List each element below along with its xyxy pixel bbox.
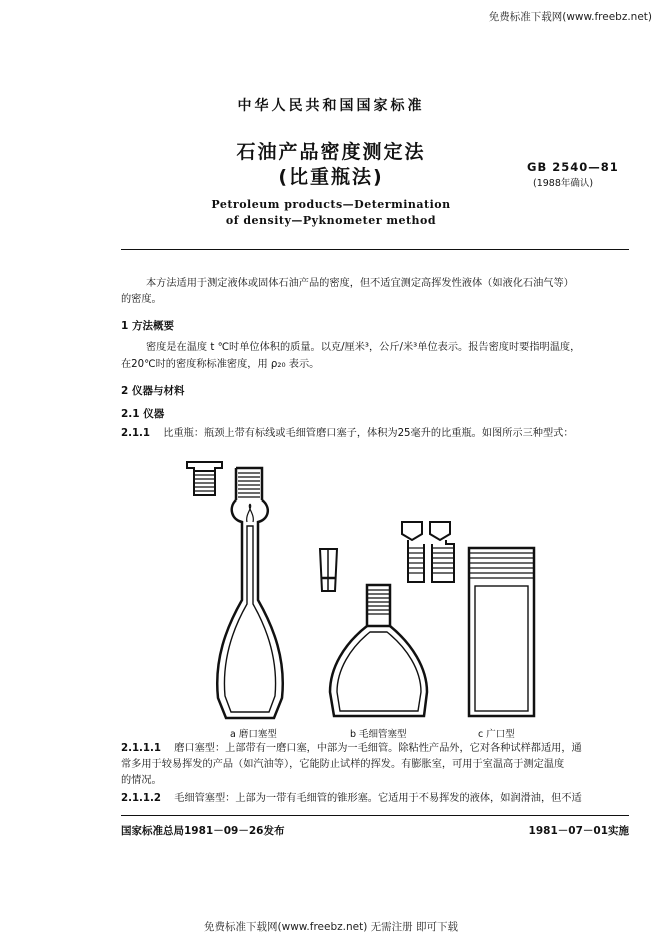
intro-line1: 本方法适用于测定液体或固体石油产品的密度，但不适宜测定高挥发性液体（如液化石油气等） [146, 278, 574, 289]
figure-caption-a: a 磨口塞型 [230, 729, 277, 740]
section-number: 2.1.1.2 [121, 793, 161, 804]
section-1-heading: 1 方法概要 [121, 320, 174, 332]
flask-a-drawing [217, 468, 283, 718]
section-2-1-1-2 [121, 791, 629, 807]
intro-line2: 的密度。 [121, 294, 162, 305]
issue-date: 国家标准总局1981－09－26发布 [121, 825, 285, 837]
section-2-1-heading: 2.1 仪器 [121, 408, 165, 420]
section-text: 毛细管塞型：上部为一带有毛细管的锥形塞。它适用于不易挥发的液体，如润滑油，但不适 [174, 793, 582, 804]
section-text: 磨口塞型：上部带有一磨口塞，中部为一毛细管。除粘性产品外，它对各种试样都适用，通 [174, 743, 582, 754]
section-2-1-1-1-line3: 的情况。 [121, 775, 162, 786]
confirmation-note: (1988年确认) [533, 178, 594, 189]
english-title-line1: Petroleum products—Determination [211, 198, 451, 211]
flask-c-drawing [469, 548, 534, 716]
standard-code: GB 2540—81 [527, 160, 619, 174]
document-title: 石油产品密度测定法 [236, 141, 426, 163]
section-text: 比重瓶：瓶颈上带有标线或毛细管磨口塞子，体积为25毫升的比重瓶。如图所示三种型式： [163, 428, 574, 439]
stopper-a-drawing [187, 462, 222, 495]
figure-caption-c: c 广口型 [478, 729, 515, 740]
section-number: 2.1.1.1 [121, 743, 161, 754]
section-number: 2.1.1 [121, 428, 151, 439]
document-subtitle: (比重瓶法) [278, 166, 384, 188]
section-1-line2: 在20℃时的密度称标准密度，用 ρ₂₀ 表示。 [121, 359, 320, 370]
stopper-c-drawing [402, 522, 454, 582]
watermark-bottom: 免费标准下载网(www.freebz.net) 无需注册 即可下载 [204, 921, 458, 933]
figure-caption-b: b 毛细管塞型 [350, 729, 407, 740]
english-title-line2: of density—Pyknometer method [225, 214, 437, 227]
stopper-b-drawing [320, 549, 337, 591]
section-2-1-1-1-line2: 常多用于较易挥发的产品（如汽油等），它能防止试样的挥发。有膨胀室，可用于室温高于测定温度 [121, 759, 565, 770]
national-standard-label: 中华人民共和国国家标准 [237, 98, 425, 114]
footer-rule [121, 815, 629, 816]
watermark-top: 免费标准下载网(www.freebz.net) [488, 11, 652, 23]
section-2-heading: 2 仪器与材料 [121, 385, 185, 397]
section-2-1-1-1-line1 [121, 741, 629, 757]
flask-b-drawing [330, 585, 427, 716]
effective-date: 1981－07－01实施 [528, 825, 629, 837]
section-1-line1: 密度是在温度 t ℃时单位体积的质量。以克/厘米³，公斤/米³单位表示。报告密度时要指明温度， [146, 342, 581, 353]
